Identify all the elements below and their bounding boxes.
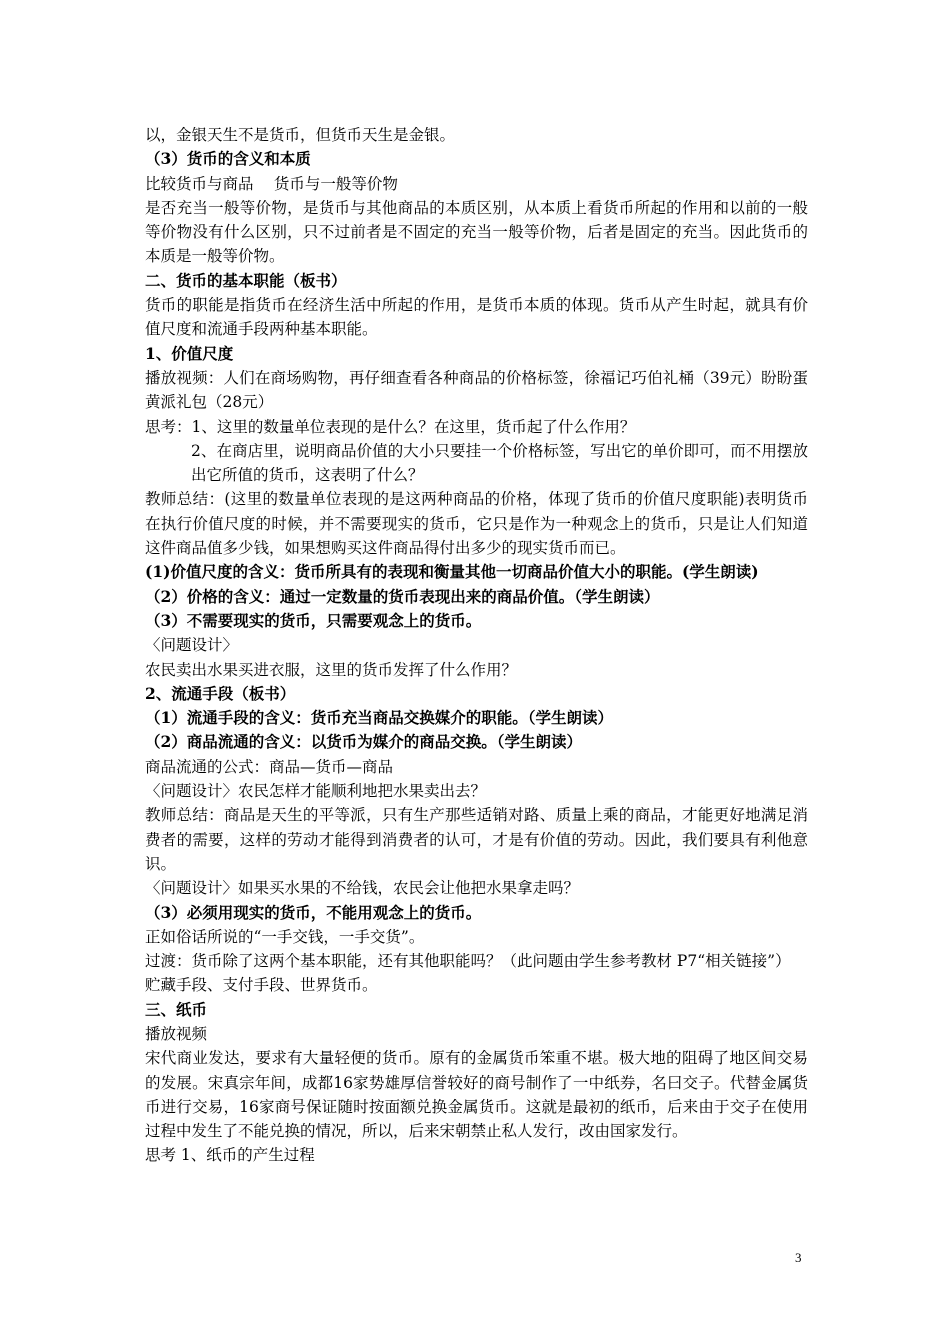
heading-line: （3）不需要现实的货币，只需要观念上的货币。 <box>145 610 482 630</box>
heading-line: （1）流通手段的含义：货币充当商品交换媒介的职能。（学生朗读） <box>145 708 614 728</box>
paragraph: 货币的职能是指货币在经济生活中所起的作用，是货币本质的体现。货币从产生时起，就具有价值尺度和流通手段两种基本职能。 <box>145 296 808 339</box>
paragraph: 〈问题设计〉 <box>145 636 239 655</box>
paragraph: 思考 1、纸币的产生过程 <box>145 1146 315 1165</box>
paragraph: 〈问题设计〉农民怎样才能顺利地把水果卖出去？ <box>145 782 487 801</box>
paragraph: 教师总结：(这里的数量单位表现的是这两种商品的价格，体现了货币的价值尺度职能)表明货币在执行价值尺度的时候，并不需要现实的货币，它只是作为一种观念上的货币，只是让人们知道这件商品值多少钱，如果想购买这件商品得付出多少的现实货币而已。 <box>145 490 808 558</box>
paragraph: 2、在商店里，说明商品价值的大小只要挂一个价格标签，写出它的单价即可，而不用摆放出它所值的货币，这表明了什么？ <box>191 441 808 485</box>
heading-line: 1、价值尺度 <box>145 343 234 363</box>
heading-line: (1)价值尺度的含义：货币所具有的表现和衡量其他一切商品价值大小的职能。(学生朗读) <box>145 562 759 582</box>
heading-line: （3）货币的含义和本质 <box>145 149 311 169</box>
paragraph: 是否充当一般等价物，是货币与其他商品的本质区别，从本质上看货币所起的作用和以前的一般等价物没有什么区别，只不过前者是不固定的充当一般等价物，后者是固定的充当。因此货币的本质是一般等价物。 <box>145 198 808 266</box>
heading-line: （3）必须用现实的货币，不能用观念上的货币。 <box>145 902 482 922</box>
page-number: 3 <box>795 1250 802 1265</box>
heading-line: 2、流通手段（板书） <box>145 683 296 703</box>
heading-line: （2）商品流通的含义：以货币为媒介的商品交换。（学生朗读） <box>145 732 583 752</box>
paragraph: 播放视频 <box>145 1024 208 1043</box>
heading-line: （2）价格的含义：通过一定数量的货币表现出来的商品价值。（学生朗读） <box>145 586 660 606</box>
paragraph: 正如俗话所说的“一手交钱，一手交货”。 <box>145 927 425 946</box>
paragraph: 教师总结：商品是天生的平等派，只有生产那些适销对路、质量上乘的商品，才能更好地满足消费者的需要，这样的劳动才能得到消费者的认可，才是有价值的劳动。因此，我们要具有利他意识。 <box>145 806 808 873</box>
paragraph: 以，金银天生不是货币，但货币天生是金银。 <box>145 126 456 144</box>
paragraph: 思考：1、这里的数量单位表现的是什么？在这里，货币起了什么作用？ <box>145 417 636 436</box>
heading-line: 三、纸币 <box>145 999 208 1019</box>
paragraph: 播放视频：人们在商场购物，再仔细查看各种商品的价格标签，徐福记巧伯礼桶（39元）盼盼蛋黄派礼包（28元） <box>145 368 808 412</box>
document-body <box>145 123 808 1168</box>
paragraph: 农民卖出水果买进衣服，这里的货币发挥了什么作用？ <box>145 660 518 679</box>
paragraph: 商品流通的公式：商品—货币—商品 <box>145 757 394 776</box>
paragraph: 〈问题设计〉如果买水果的不给钱，农民会让他把水果拿走吗？ <box>145 879 580 898</box>
paragraph: 宋代商业发达，要求有大量轻便的货币。原有的金属货币笨重不堪。极大地的阻碍了地区间交易的发展。宋真宗年间，成都16家势雄厚信誉较好的商号制作了一中纸券，名曰交子。代替金属货币进行交易，16家商号保证随时按面额兑换金属货币。这就是最初的纸币，后来由于交子在使用过程中发生了不能兑换的情况，所以，后来宋朝禁止私人发行，改由国家发行。 <box>145 1049 808 1141</box>
paragraph: 贮藏手段、支付手段、世界货币。 <box>145 976 378 995</box>
paragraph: 比较货币与商品 货币与一般等价物 <box>145 174 398 193</box>
heading-line: 二、货币的基本职能（板书） <box>145 270 347 290</box>
paragraph: 过渡：货币除了这两个基本职能，还有其他职能吗？（此问题由学生参考教材 P7“相关链接”） <box>145 952 791 971</box>
